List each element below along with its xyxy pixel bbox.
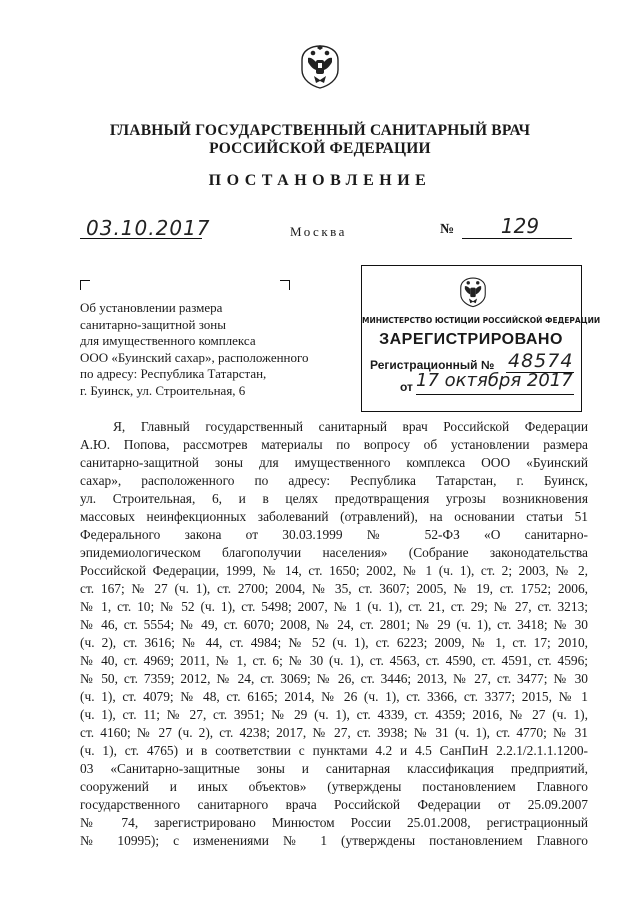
body-line: № 1, ст. 10; № 52 (ч. 1), ст. 5498; 2007, № 1 (ч. 1), ст. 21, ст. 29; № 27, ст. 3213; xyxy=(80,599,588,614)
subject-line: Об установлении размера xyxy=(80,300,223,315)
body-line: 03 «Санитарно-защитные зоны и санитарная классификация предприятий, xyxy=(80,761,588,776)
registration-stamp xyxy=(361,265,601,412)
body-line: Российской Федерации, 1999, № 14, ст. 1650; 2002, № 1 (ч. 1), ст. 2; 2003, № 2, xyxy=(80,563,588,578)
body-line: (ч. 1), ст. 4765) и в соответствии с пунктами 4.2 и 4.5 СанПиН 2.2.1/2.1.1.1200- xyxy=(80,743,588,758)
body-line: № 46, ст. 5554; № 49, ст. 6070; 2008, № 24, ст. 2801; № 29 (ч. 1), ст. 3418; № 30 xyxy=(80,617,588,632)
issuer-title-line2: РОССИЙСКОЙ ФЕДЕРАЦИИ xyxy=(209,140,431,157)
stamp-registration-label: Регистрационный № xyxy=(370,358,495,372)
stamp-emblem-icon xyxy=(458,274,488,308)
stamp-status: ЗАРЕГИСТРИРОВАНО xyxy=(379,331,563,348)
number-underline xyxy=(462,238,572,239)
body-line: сооружений и иных объектов» (утверждены постановлением Главного xyxy=(80,779,588,794)
body-line: (ч. 1), ст. 11; № 27, ст. 3951; № 29 (ч. 1), ст. 4339, ст. 4359; 2016, № 27 (ч. 1), xyxy=(80,707,588,722)
coat-of-arms-emblem xyxy=(298,40,342,90)
body-line: массовых неинфекционных заболеваний (отравлений), на основании статьи 51 xyxy=(80,509,588,524)
subject-line: для имущественного комплекса xyxy=(80,333,256,348)
subject-line: ООО «Буинский сахар», расположенного xyxy=(80,349,309,365)
subject-corner-right xyxy=(280,280,290,290)
body-line: ст. 167; № 27 (ч. 1), ст. 2700; 2004, № 35, ст. 3607; 2005, № 19, ст. 1752; 2006, xyxy=(80,581,588,596)
stamp-ministry-name: МИНИСТЕРСТВО ЮСТИЦИИ РОССИЙСКОЙ ФЕДЕРАЦИИ xyxy=(362,316,601,325)
body-line: эпидемиологическом благополучии населения» (Собрание законодательства xyxy=(80,545,588,560)
body-line: ст. 4160; № 27 (ч. 2), ст. 4238; 2017, № 27, ст. 3938; № 31 (ч. 1), ст. 4770; № 31 xyxy=(80,725,588,740)
issuer-heading xyxy=(0,122,640,158)
document-type-title: ПОСТАНОВЛЕНИЕ xyxy=(208,172,432,189)
city-label: Москва xyxy=(290,224,347,239)
issuer-title-line1: ГЛАВНЫЙ ГОСУДАРСТВЕННЫЙ САНИТАРНЫЙ ВРАЧ xyxy=(109,122,531,139)
stamp-date-label: от xyxy=(400,380,413,394)
decree-number: 129 xyxy=(500,214,540,238)
stamp-date-underline xyxy=(416,394,574,395)
subject-line: по адресу: Республика Татарстан, xyxy=(80,366,267,381)
body-line: № 40, ст. 4969; 2011, № 1, ст. 6; № 30 (ч. 1), ст. 4563, ст. 4590, ст. 4591, ст. 4596; xyxy=(80,653,588,668)
body-line: санитарно-защитной зоны для имущественного комплекса ООО «Буинский xyxy=(80,455,588,470)
body-line: Федерального закона от 30.03.1999 № 52-ФЗ «О санитарно- xyxy=(80,527,588,542)
subject-line: санитарно-защитной зоны xyxy=(80,316,226,332)
stamp-date: 17 октября 2017 xyxy=(416,370,573,391)
subject-line: г. Буинск, ул. Строительная, 6 xyxy=(80,382,246,398)
number-label: № xyxy=(440,222,455,237)
body-line: государственного санитарного врача Российской Федерации от 25.09.2007 xyxy=(80,797,588,812)
body-line: Я, Главный государственный санитарный врач Российской Федерации xyxy=(113,419,588,434)
stamp-registration-number: 48574 xyxy=(508,350,574,372)
decree-date: 03.10.2017 xyxy=(86,216,211,240)
body-line: № 74, зарегистрировано Минюстом России 25.01.2008, регистрационный xyxy=(80,815,588,830)
body-line: № 10995); с изменениями № 1 (утверждены постановлением Главного xyxy=(80,833,588,848)
body-line: А.Ю. Попова, рассмотрев материалы по вопросу об установлении размера xyxy=(80,437,588,452)
body-line: ул. Строительная, 6, и в целях предотвращения угрозы возникновения xyxy=(80,491,588,506)
decree-body xyxy=(80,418,588,850)
body-line: (ч. 2), ст. 3616; № 44, ст. 4984; № 52 (ч. 1), ст. 6223; 2009, № 1, ст. 17; 2010, xyxy=(80,635,588,650)
body-line: сахар», расположенного по адресу: Республика Татарстан, г. Буинск, xyxy=(80,473,588,488)
body-line: (ч. 1), ст. 4079; № 48, ст. 6165; 2014, № 26 (ч. 1), ст. 3366, ст. 3377; 2015, № 1 xyxy=(80,689,588,704)
subject-block xyxy=(80,300,310,399)
date-underline xyxy=(80,238,202,239)
subject-corner-left xyxy=(80,280,90,290)
body-line: № 50, ст. 7359; 2012, № 24, ст. 3069; № 26, ст. 3446; 2013, № 27, ст. 3477; № 30 xyxy=(80,671,588,686)
